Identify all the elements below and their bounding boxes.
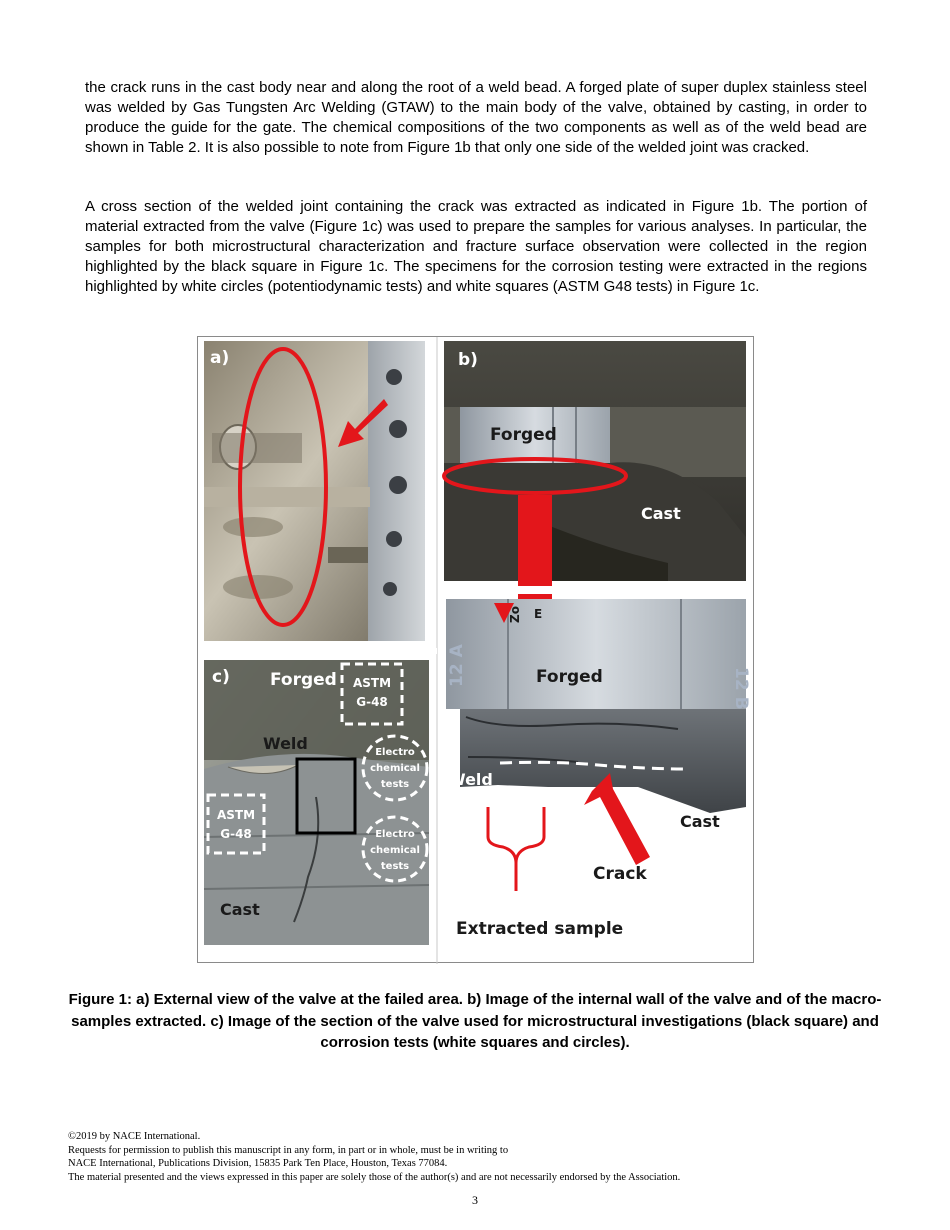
panel-b-lower-weld-label: Weld [448, 770, 493, 789]
panel-b-label: b) [458, 350, 478, 370]
panel-a [204, 341, 425, 641]
figure-1 [197, 336, 754, 963]
marking-zoo: Zo [508, 606, 522, 623]
electro2-line2: chemical [370, 845, 420, 856]
footer [68, 1130, 680, 1184]
panel-b-lower-cast-label: Cast [680, 812, 720, 831]
footer-permission: Requests for permission to publish this manuscript in any form, in part or in whole, must be in writing to [68, 1144, 509, 1156]
marking-12a: 12 A [447, 644, 467, 687]
footer-address: NACE International, Publications Division, 15835 Park Ten Place, Houston, Texas 77084. [68, 1158, 448, 1169]
panel-b-forged-label: Forged [490, 425, 557, 445]
electro1-line2: chemical [370, 763, 420, 774]
body-paragraph-1: the crack runs in the cast body near and along the root of a weld bead. A forged plate of super duplex stainless steel was welded by Gas Tungsten Arc Welding (GTAW) to the main body of the valve, obtained by casting, in order to produce the guide for the gate. The chemical compositions of the two components as well as of the weld bead are shown in Table 2. It is also possible to note from Figure 1b that only one side of the welded joint was cracked. [85, 79, 867, 156]
crack-label: Crack [593, 864, 647, 884]
panel-c-weld-label: Weld [263, 734, 308, 753]
extracted-sample-label: Extracted sample [456, 919, 624, 939]
panel-b-lower-forged-label: Forged [536, 667, 603, 687]
astm-top-line2: G-48 [356, 695, 388, 709]
footer-copyright: ©2019 by NACE International. [68, 1131, 201, 1142]
page-number: 3 [472, 1193, 478, 1207]
electro1-line3: tests [380, 779, 410, 790]
panel-c [204, 660, 429, 945]
panel-c-cast-label: Cast [220, 900, 260, 919]
marking-e: E [534, 607, 543, 621]
panel-b-lower [444, 599, 751, 957]
figure-caption: Figure 1: a) External view of the valve at the failed area. b) Image of the internal wall of the valve and of the macro-samples extracted. c) Image of the section of the valve used for microstructural investigations (black square) and corrosion tests (white squares and circles). [68, 991, 882, 1051]
panel-c-forged-label: Forged [270, 670, 337, 690]
panel-b-cast-label: Cast [641, 504, 681, 523]
astm-left-line1: ASTM [216, 808, 256, 822]
panel-a-label: a) [210, 348, 230, 368]
astm-top-line1: ASTM [352, 676, 392, 690]
electro2-line1: Electro [375, 829, 415, 840]
astm-left-line2: G-48 [220, 827, 252, 841]
body-paragraph-2: A cross section of the welded joint containing the crack was extracted as indicated in Figure 1b. The portion of material extracted from the valve (Figure 1c) was used to prepare the samples for various analyses. In particular, the samples for both microstructural characterization and fracture surface observation were collected in the region highlighted by the black square in Figure 1c. The specimens for the corrosion testing were extracted in the regions highlighted by white circles (potentiodynamic tests) and white squares (ASTM G48 tests) in Figure 1c. [85, 198, 867, 295]
panel-c-label: c) [212, 667, 230, 687]
marking-12b: 12 B [731, 667, 751, 710]
electro1-line1: Electro [375, 747, 415, 758]
footer-disclaimer: The material presented and the views expressed in this paper are solely those of the author(s) and are not necessarily endorsed by the Association. [68, 1171, 681, 1183]
electro2-line3: tests [380, 861, 410, 872]
figure-1-graphic [198, 337, 755, 964]
